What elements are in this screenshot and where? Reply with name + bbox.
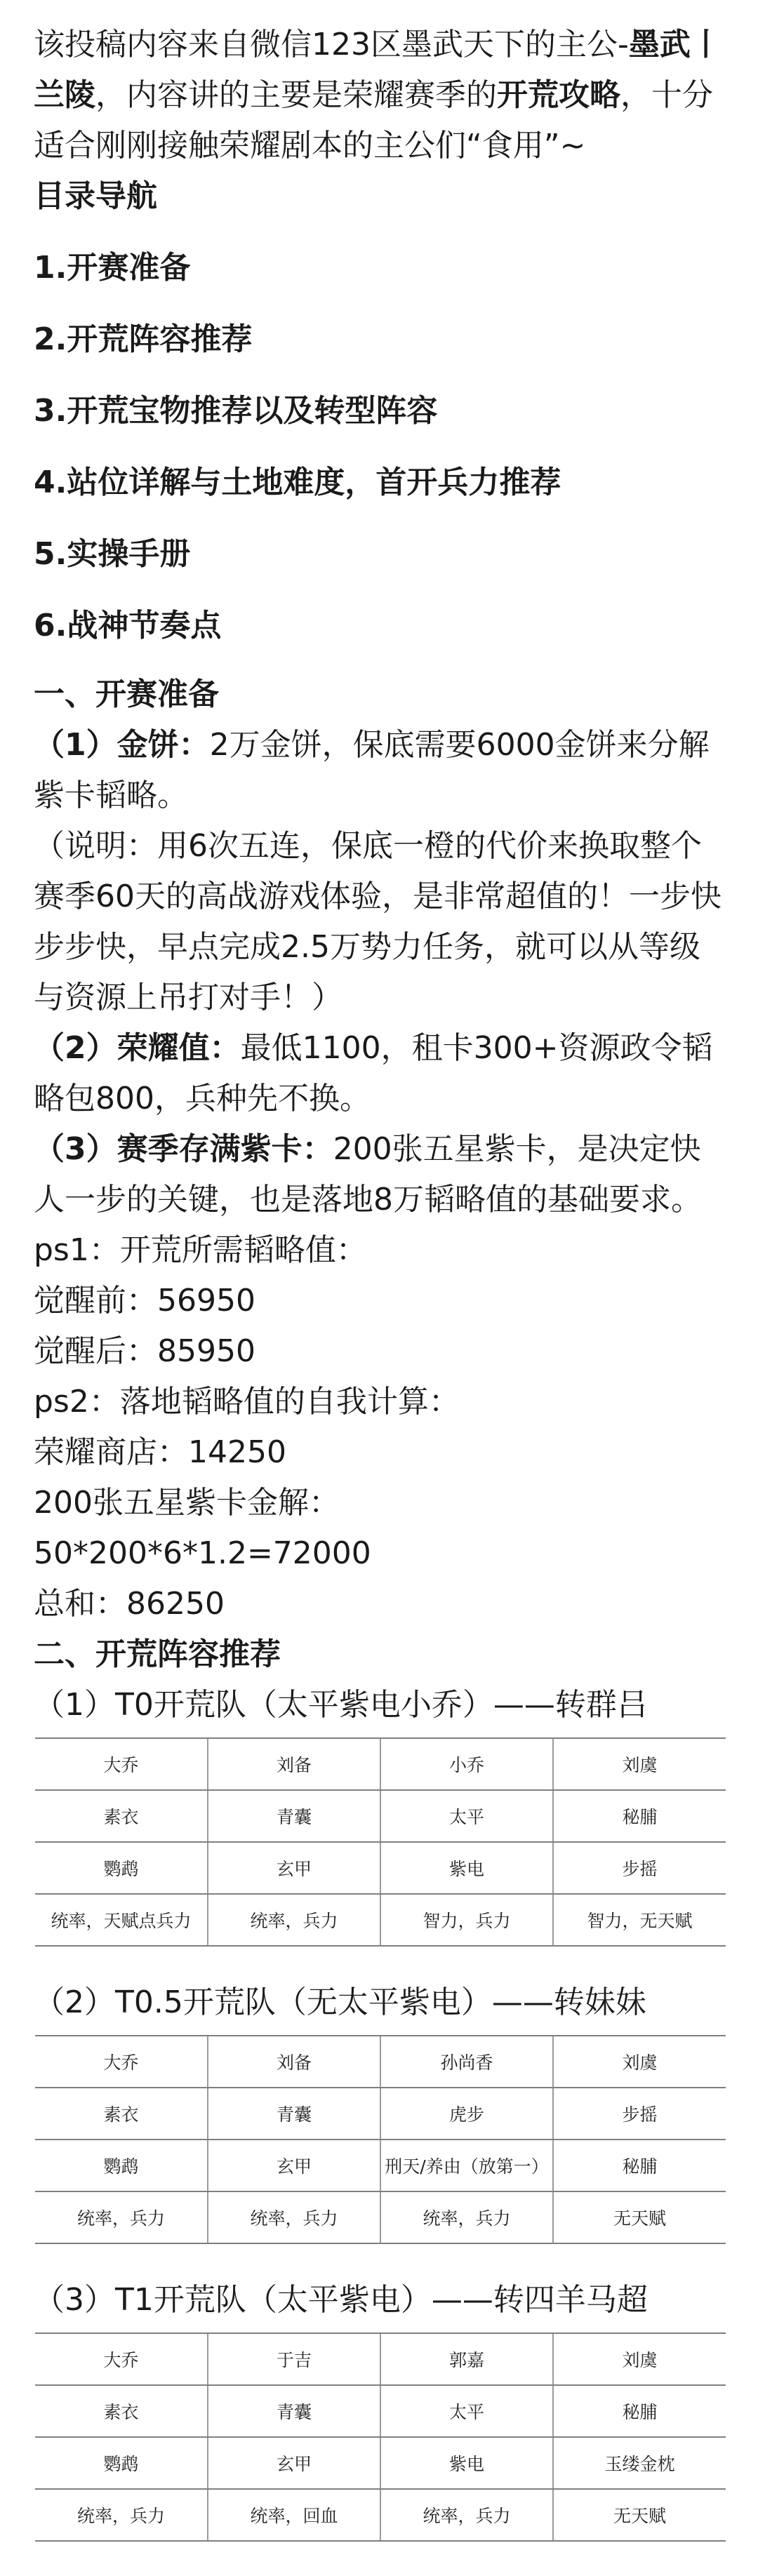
table-cell: 青囊 [208,2385,380,2437]
toc-list [34,243,729,651]
calc-line: 200张五星紫卡金解： [34,1485,340,1521]
table-cell: 秘脯 [553,2385,726,2437]
table-row [35,2088,726,2140]
table-cell: 刘虞 [553,1738,726,1790]
team-table-wrap [34,1737,729,1947]
toc-item[interactable]: 5.实操手册 [34,536,191,572]
table-cell: 玄甲 [208,2140,380,2191]
team-title: （2）T0.5开荒队（无太平紫电）——转妹妹 [34,1984,646,2020]
glory-text: 最低1100，租卡300+资源政令韬略包800，兵种先不换。 [34,1030,713,1116]
table-cell: 智力，无天赋 [553,1894,726,1946]
calc-line: 觉醒前：56950 [34,1283,255,1319]
author-name: 墨武丨兰陵 [34,27,722,113]
calc-line: 荣耀商店：14250 [34,1434,286,1470]
table-cell: 步摇 [553,2088,726,2140]
table-cell: 秘脯 [553,2140,726,2191]
table-cell: 紫电 [380,2437,553,2489]
table-row [35,2489,726,2541]
table-cell: 大乔 [35,1738,208,1790]
table-cell: 青囊 [208,1790,380,1842]
purple-card-text: 200张五星紫卡，是决定快人一步的关键，也是落地8万韬略值的基础要求。 [34,1131,702,1217]
table-cell: 紫电 [380,1842,553,1894]
team-title: （3）T1开荒队（太平紫电）——转四羊马超 [34,2282,648,2318]
table-cell: 统率，兵力 [380,2191,553,2243]
table-cell: 大乔 [35,2036,208,2088]
table-cell: 刘虞 [553,2333,726,2385]
calc-line: 觉醒后：85950 [34,1333,255,1369]
article [34,20,729,2542]
toc-title: 目录导航 [34,178,157,214]
calc-line: ps2：落地韬略值的自我计算： [34,1384,460,1420]
table-cell: 智力，兵力 [380,1894,553,1946]
table-cell: 无天赋 [553,2489,726,2541]
section-heading: 二、开荒阵容推荐 [34,1636,281,1672]
gold-label: （1）金饼： [34,727,210,763]
table-row [35,2140,726,2191]
table-cell: 小乔 [380,1738,553,1790]
team-table-wrap [34,2333,729,2542]
table-cell: 玄甲 [208,1842,380,1894]
table-cell: 青囊 [208,2088,380,2140]
table-cell: 太平 [380,2385,553,2437]
toc-item[interactable]: 4.站位详解与土地难度，首开兵力推荐 [34,465,561,500]
table-row [35,2191,726,2243]
table-cell: 统率，兵力 [208,2191,380,2243]
table-row [35,2385,726,2437]
table-cell: 步摇 [553,1842,726,1894]
table-cell: 虎步 [380,2088,553,2140]
table-cell: 刘备 [208,2036,380,2088]
table-cell: 统率，兵力 [380,2489,553,2541]
table-cell: 太平 [380,1790,553,1842]
intro-text: 该投稿内容来自微信123区墨武天下的主公- [34,27,629,62]
table-cell: 孙尚香 [380,2036,553,2088]
purple-card-label: （3）赛季存满紫卡： [34,1131,333,1167]
table-cell: 无天赋 [553,2191,726,2243]
team-title: （1）T0开荒队（太平紫电小乔）——转群吕 [34,1687,648,1723]
table-cell: 统率，兵力 [208,1894,380,1946]
table-cell: 统率，兵力 [35,2489,208,2541]
toc-item[interactable]: 2.开荒阵容推荐 [34,321,253,357]
team-roster-table [35,2035,726,2244]
table-cell: 玄甲 [208,2437,380,2489]
calc-line: ps1：开荒所需韬略值： [34,1232,367,1268]
intro-text: ，十分适合刚刚接触荣耀剧本的主公们“食用”~ [34,77,713,163]
glory-paragraph [34,1023,729,1124]
intro-paragraph [34,20,729,171]
table-row [35,1842,726,1894]
table-cell: 于吉 [208,2333,380,2385]
table-cell: 统率，回血 [208,2489,380,2541]
team-roster-table [35,2333,726,2542]
table-cell: 刘虞 [553,2036,726,2088]
table-cell: 郭嘉 [380,2333,553,2385]
table-cell: 鹦鹉 [35,1842,208,1894]
table-cell: 统率，天赋点兵力 [35,1894,208,1946]
topic-highlight: 开荒攻略 [497,77,620,113]
gold-paragraph [34,720,729,821]
table-cell: 鹦鹉 [35,2140,208,2191]
table-cell: 统率，兵力 [35,2191,208,2243]
calc-line: 总和：86250 [34,1586,225,1622]
toc-item[interactable]: 3.开荒宝物推荐以及转型阵容 [34,393,438,429]
section-heading: 一、开赛准备 [34,676,219,712]
table-cell: 鹦鹉 [35,2437,208,2489]
table-row [35,2036,726,2088]
team-table-wrap [34,2035,729,2244]
toc-item[interactable]: 6.战神节奏点 [34,608,222,643]
table-row [35,2437,726,2489]
table-cell: 刑天/养由（放第一） [380,2140,553,2191]
table-row [35,1894,726,1946]
table-row [35,1790,726,1842]
table-cell: 大乔 [35,2333,208,2385]
table-cell: 素衣 [35,1790,208,1842]
table-cell: 刘备 [208,1738,380,1790]
table-cell: 秘脯 [553,1790,726,1842]
table-cell: 素衣 [35,2088,208,2140]
note-paragraph: （说明：用6次五连，保底一橙的代价来换取整个赛季60天的高战游戏体验，是非常超值的！一步快步步快，早点完成2.5万势力任务，就可以从等级与资源上吊打对手！） [34,828,722,1015]
table-row [35,2333,726,2385]
toc-item[interactable]: 1.开赛准备 [34,250,191,286]
intro-text: ，内容讲的主要是荣耀赛季的 [95,77,497,113]
calc-line: 50*200*6*1.2=72000 [34,1535,371,1571]
glory-label: （2）荣耀值： [34,1030,241,1066]
table-row [35,1738,726,1790]
purple-card-paragraph [34,1124,729,1225]
table-cell: 玉缕金枕 [553,2437,726,2489]
table-cell: 素衣 [35,2385,208,2437]
gold-text: 2万金饼，保底需要6000金饼来分解紫卡韬略。 [34,727,710,813]
team-roster-table [35,1737,726,1947]
